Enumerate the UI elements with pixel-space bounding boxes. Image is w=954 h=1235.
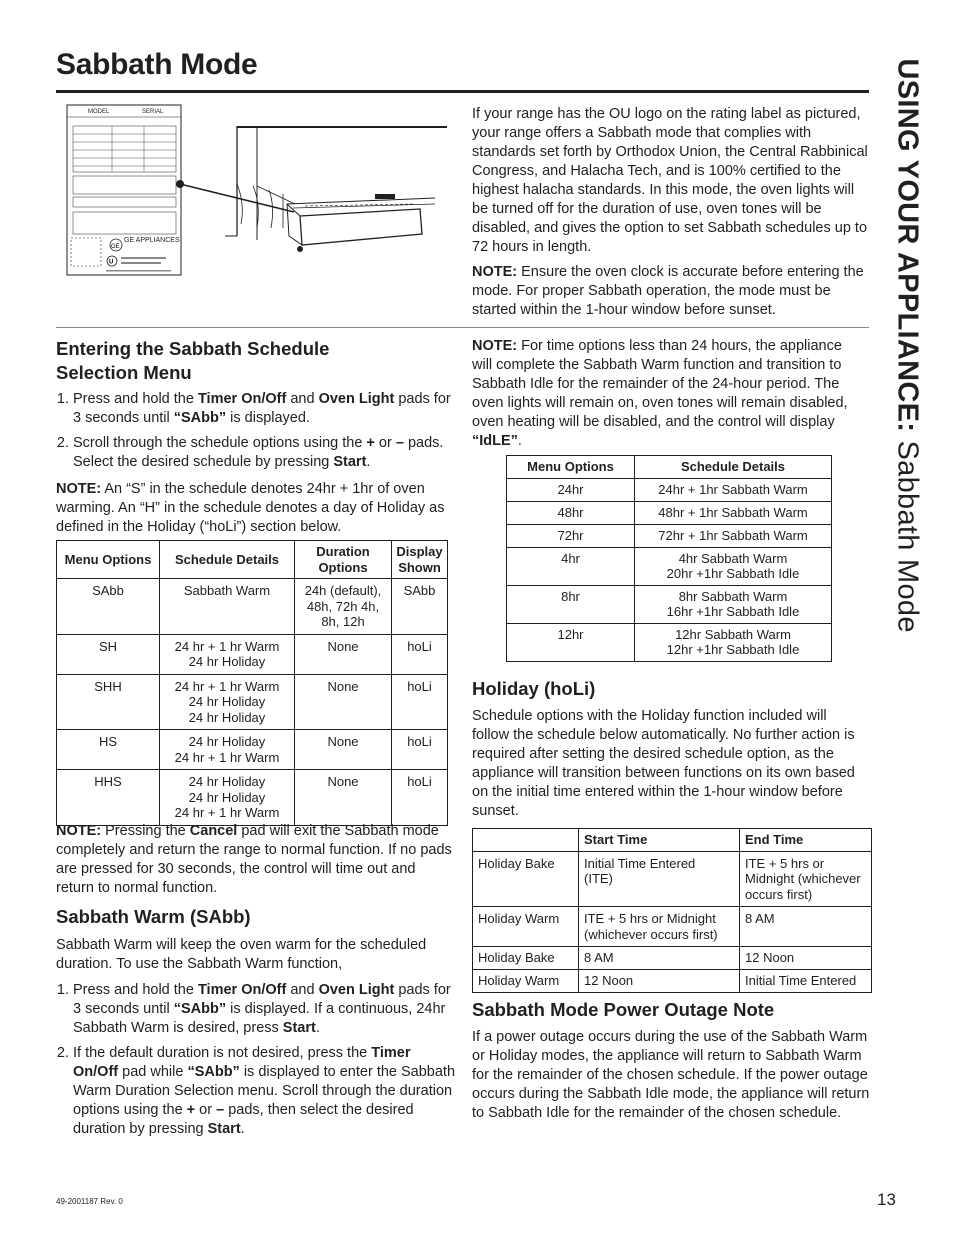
table-cell: hoLi [392,770,448,826]
table-cell: 24 hr Holiday 24 hr + 1 hr Warm [160,730,295,770]
range-drawer-illustration [225,124,450,259]
table-cell: None [295,770,392,826]
table-cell: 8hr Sabbath Warm 16hr +1hr Sabbath Idle [635,585,832,623]
table-cell: 72hr + 1hr Sabbath Warm [635,524,832,547]
table-row [507,585,832,623]
table-row [57,770,448,826]
table-cell: Initial Time Entered (ITE) [579,851,740,907]
table-cell: HHS [57,770,160,826]
table-cell: SH [57,634,160,674]
label-model-text: MODEL [88,109,110,115]
rating-label-graphic [66,104,182,276]
table-row [507,501,832,524]
holiday-header-cell: End Time [740,829,872,852]
schedule-header-cell: Schedule Details [160,541,295,579]
table-row [473,970,872,993]
table-row [57,730,448,770]
table-cell: ITE + 5 hrs or Midnight (whichever occurs first) [740,851,872,907]
table-cell: 4hr [507,547,635,585]
table-cell: 24h (default), 48h, 72h 4h, 8h, 12h [295,579,392,635]
table-cell: Sabbath Warm [160,579,295,635]
menu-header-cell: Schedule Details [635,456,832,479]
page-number: 13 [877,1190,896,1209]
table-cell: 24hr [507,478,635,501]
holiday-header-cell: Start Time [579,829,740,852]
table-cell: 12hr Sabbath Warm 12hr +1hr Sabbath Idle [635,623,832,661]
table-cell: hoLi [392,634,448,674]
cancel-note-block [56,822,456,898]
table-cell: 12 Noon [740,947,872,970]
entering-note: NOTE: An “S” in the schedule denotes 24hr + 1hr of oven warming. An “H” in the schedule denotes a day of Holiday as defined in the Holiday (“hoLi”) section below. [56,481,445,535]
schedule-table-header [57,541,448,579]
table-cell: 24hr + 1hr Sabbath Warm [635,478,832,501]
holiday-heading: Holiday (hoLi) [472,678,596,699]
schedule-header-cell: Duration Options [295,541,392,579]
entering-steps [56,390,456,537]
holiday-table [472,828,872,993]
table-row [507,623,832,661]
table-cell: 48hr [507,501,635,524]
table-cell: HS [57,730,160,770]
table-cell: Holiday Bake [473,851,579,907]
intro-section [472,105,872,320]
table-cell: 12 Noon [579,970,740,993]
table-cell: SAbb [57,579,160,635]
table-row [57,579,448,635]
schedule-table [56,540,448,826]
table-cell: 24 hr + 1 hr Warm 24 hr Holiday 24 hr Holiday [160,674,295,730]
table-cell: Holiday Warm [473,907,579,947]
outage-paragraph: If a power outage occurs during the use of the Sabbath Warm or Holiday modes, the appliance will return to Sabbath Warm for the remainder of the chosen schedule. If the power outage occurs during the Sabbath Idle mode, the appliance will return to Sabbath Idle for the remainder of the chosen schedule. [472,1029,870,1121]
table-row [507,478,832,501]
table-cell: Holiday Warm [473,970,579,993]
intro-paragraph: If your range has the OU logo on the rating label as pictured, your range offers a Sabbath mode that complies with standards set forth by Orthodox Union, the Central Rabbinical Congress, and Halacha Tech, and is 100% certified to the highest halacha standards. In this mode, the oven lights will be turned off for the duration of use, oven tones will be disabled, and gives the option to set Sabbath schedules up to 72 hours in length. [472,106,868,255]
table-row [507,547,832,585]
menu-table-header [507,456,832,479]
menu-header-cell: Menu Options [507,456,635,479]
label-brand-text: GE APPLIANCES [124,237,180,244]
table-cell: None [295,634,392,674]
holiday-table-header [473,829,872,852]
cancel-note: NOTE: Pressing the Cancel pad will exit the Sabbath mode completely and return the range to normal function. If no pads are pressed for 30 seconds, the control will time out and return to normal function. [56,823,452,896]
menu-options-table [506,455,832,662]
entering-step-2: 2. Scroll through the schedule options using the + or – pads. Select the desired schedule by pressing Start. [73,434,456,472]
table-cell: 72hr [507,524,635,547]
svg-text:U: U [109,259,114,266]
table-cell: None [295,730,392,770]
holiday-header-cell [473,829,579,852]
table-cell: SAbb [392,579,448,635]
entering-step-1: 1. Press and hold the Timer On/Off and Oven Light pads for 3 seconds until “SAbb” is displayed. [73,390,456,428]
side-tab-text: USING YOUR APPLIANCE: Sabbath Mode [891,58,924,633]
page-title: Sabbath Mode [56,48,258,81]
table-row [507,524,832,547]
table-cell: 48hr + 1hr Sabbath Warm [635,501,832,524]
table-cell: hoLi [392,730,448,770]
table-cell: 8hr [507,585,635,623]
outage-heading: Sabbath Mode Power Outage Note [472,999,775,1020]
table-row [57,634,448,674]
table-cell: Holiday Bake [473,947,579,970]
schedule-header-cell: Display Shown [392,541,448,579]
table-cell: 12hr [507,623,635,661]
table-cell: 24 hr Holiday 24 hr Holiday 24 hr + 1 hr Warm [160,770,295,826]
entering-heading: Entering the Sabbath Schedule Selection Menu [56,338,330,383]
table-row [473,947,872,970]
holiday-section [472,707,867,821]
warm-step-1: 1. Press and hold the Timer On/Off and Oven Light pads for 3 seconds until “SAbb” is displayed. If a continuous, 24hr Sabbath Warm is desired, press Start. [73,981,456,1038]
holiday-paragraph: Schedule options with the Holiday function included will follow the schedule below automatically. No further action is required after setting the desired schedule option, as the appliance will transition between functions on its own based on the initial time entered within the 1-hour window before sunset. [472,708,855,819]
warm-section [56,936,456,1145]
time-note-block [472,337,862,451]
svg-text:GE: GE [111,244,120,250]
table-cell: ITE + 5 hrs or Midnight (whichever occurs first) [579,907,740,947]
outage-section [472,1028,872,1123]
time-note: NOTE: For time options less than 24 hours, the appliance will complete the Sabbath Warm function and transition to Sabbath Idle for the remainder of the 24-hour period. The oven lights will remain on, oven tones will remain disabled, oven heating will be disabled, and the control will display “IdLE”. [472,338,848,449]
section-rule [56,327,869,328]
intro-note: NOTE: Ensure the oven clock is accurate before entering the mode. For proper Sabbath operation, the mode must be started within the 1-hour window before sunset. [472,264,864,318]
label-serial-text: SERIAL [142,109,164,115]
table-cell: 8 AM [579,947,740,970]
table-cell: SHH [57,674,160,730]
table-row [473,907,872,947]
warm-step-2: 2. If the default duration is not desired, press the Timer On/Off pad while “SAbb” is displayed to enter the Sabbath Warm Duration Selection menu. Scroll through the duration options using the + or – pads, then select the desired duration by pressing Start. [73,1044,456,1139]
table-cell: None [295,674,392,730]
schedule-header-cell: Menu Options [57,541,160,579]
table-cell: 24 hr + 1 hr Warm 24 hr Holiday [160,634,295,674]
table-row [57,674,448,730]
rating-label-illustration [66,104,182,276]
table-cell: 4hr Sabbath Warm 20hr +1hr Sabbath Idle [635,547,832,585]
side-tab [875,56,937,696]
document-number: 49-2001187 Rev. 0 [56,1197,123,1206]
warm-heading: Sabbath Warm (SAbb) [56,906,251,927]
table-cell: Initial Time Entered [740,970,872,993]
table-cell: 8 AM [740,907,872,947]
table-cell: hoLi [392,674,448,730]
warm-intro: Sabbath Warm will keep the oven warm for the scheduled duration. To use the Sabbath Warm function, [56,937,427,972]
table-row [473,851,872,907]
title-rule [56,90,869,93]
